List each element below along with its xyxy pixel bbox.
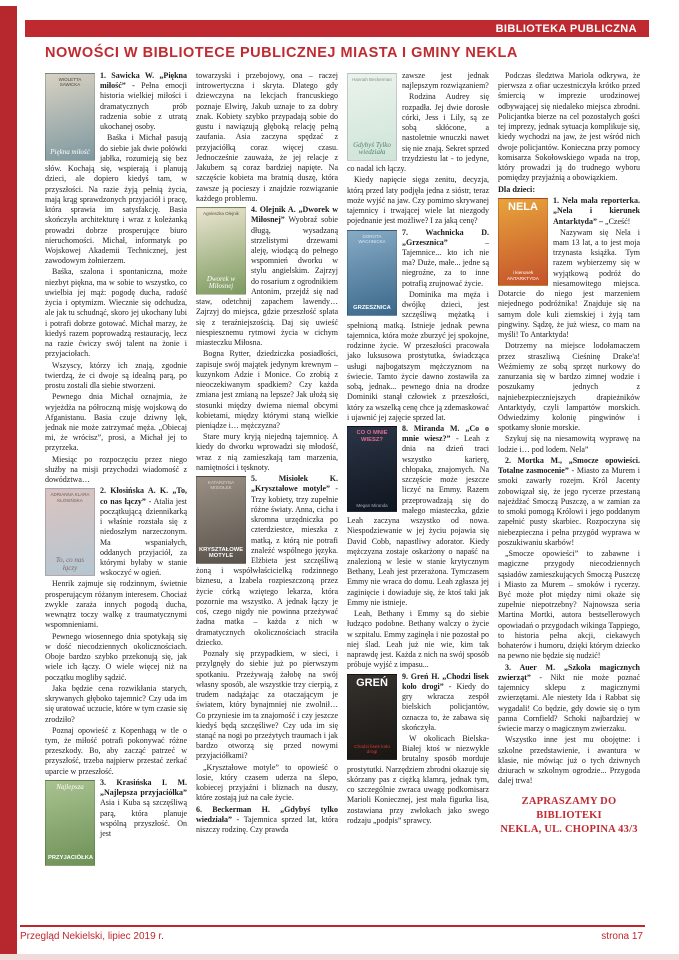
book-entry: 9. Greń H. „Chodzi lisek koło drogi” - Kiedy do gry wkracza zespół bielskich policjantów, oznacza to, że zabawa się skończyła. bbox=[402, 671, 489, 732]
paragraph: Wszystko inne jest mu obojętne: i szkolne przedstawienie, i awantura w klasie, nie mówiąc już o tych dziwnych dziurach w szkolnym ogrodzie... Przygoda dalej trwa! bbox=[498, 735, 640, 786]
paragraph: Bogna Rytter, dziedziczka posiadłości, zapisuje swój majątek jedynym krewnym – kuzynkom Adzie i Monice. Co zrobią z nieoczekiwanym spadkiem? Czy każda zmiana jest zmianą na lepsze? Jak ułożą się stosunki między dwiema niemal obcymi kobietami, między którymi staną wielkie pieniądze i… mężczyzna? bbox=[196, 349, 338, 430]
library-invite-line: NEKLA, UL. CHOPINA 43/3 bbox=[500, 823, 638, 835]
footer-rule bbox=[20, 925, 645, 927]
book-cover-to-co-nas-laczy bbox=[45, 488, 95, 576]
book-cover-text: DOROTA WACHNICKA bbox=[358, 233, 386, 244]
paragraph: Poznały się przypadkiem, w sieci, i przylgnęły do siebie już po pierwszym spotkaniu. Przeżywają żałobę na swój własny sposób, ale wszystkie trzy cierpią, z trudem nadążając za otaczającym je światem, który bynajmniej nie zwolnił… Co przyniesie im ta znajomość i czy jeszcze kiedyś będą szczęśliwe? Czy uda im się stanąć na nogi po przeżytych traumach i jak bardzo otworzą się przed nowymi przyjaciółkami? bbox=[196, 649, 338, 761]
article-columns bbox=[45, 71, 642, 922]
book-cover-piekna-milosc bbox=[45, 73, 95, 161]
book-entry: 6. Beckerman H. „Gdybyś tylko wiedziała” - Tajemnica sprzed lat, która niszczy rodzinę. Czy prawda bbox=[196, 804, 338, 835]
paragraph: Pewnego dnia Michał oznajmia, że wyjeżdża na półroczną misję wojskową do Afganistanu. Basia czuje dziwny lęk, jednak nie może zatrzymać męża. „Obiecaj mi, że wrócisz”, prosi, a Michał jej to przyrzeka. bbox=[45, 392, 187, 453]
page-edge-bar bbox=[0, 6, 17, 960]
book-cover-chodzi-lisek-kolo-drogi bbox=[347, 674, 397, 760]
paragraph: Kiedy napięcie sięga zenitu, decyzja, którą przed laty podjęła jedna z sióstr, teraz może wyjść na jaw. Czy pomimo skrywanej tajemnicy i trwającej wiele lat niezgody pojednanie jest możliwe? I za jaką cenę? bbox=[347, 175, 489, 226]
paragraph: Baśka i Michał pasują do siebie jak dwie połówki jabłka, rozumieją się bez słów. Kochają się, wspierają i planują dzieci, ale dopiero kiedyś tam, w przyszłości. Na razie żyją pełnią życia, mają krąg sprawdzonych przyjaciół i pracę, która sprawia im satysfakcję. Basia skończyła architekturę i wraz z koleżanką prowadzi dobrze prosperujące biuro nieruchomości. Michał, informatyk po Wojskowej Akademii Technicznej, jest zawodowym żołnierzem. bbox=[45, 133, 187, 266]
book-cover-text: To, co nas łączy bbox=[55, 556, 85, 572]
paragraph: „Kryształowe motyle” to opowieść o losie, który czasem uderza na ślepo, kobiecej przyjaźni i bliznach na duszy, które zostają już na całe życie. bbox=[196, 762, 338, 803]
library-invite bbox=[498, 795, 640, 836]
paragraph: Nazywam się Nela i mam 13 lat, a to jest moja trzynasta książka. Tym razem wybierzemy się w wyjątkową podróż do niesamowitego miejsca. Dotarcie do niego jest marzeniem niejednego podróżnika! Znajduje się na samym dole kuli ziemskiej i żyją tam pingwiny. Sądzę, że już wiesz, co mam na myśli! To Antarktyda! bbox=[498, 227, 640, 340]
book-entry: 1. Nela mała reporterka. „Nela i kierunek Antarktyda” – „Cześć! bbox=[553, 196, 640, 226]
book-entry-lead: 7. Wachnicka D. „Grzesznica” bbox=[402, 227, 489, 247]
book-cover-text: CO O MNIE WIESZ? bbox=[356, 429, 388, 443]
book-cover-text: GRZESZNICA bbox=[353, 304, 391, 311]
book-entry: 8. Miranda M. „Co o mnie wiesz?” - Leah z dnia na dzień traci wszystko karierę, chłopaka, znajomych. Na szczęście może jeszcze liczyć na Emmy. Razem przeprowadzają się do małego miasteczka, gdzie Leah zaczyna wszystko od nowa. Niespodziewanie w jej życiu pojawia się David Cobb, napastliwy adorator. Kiedy mężczyzna zostaje oskarżony o napaść na znalezioną w lesie w stanie krytycznym Bethany, Leah jest przerażona. Tymczasem Emmy nie wraca do domu. Leah zgłasza jej zaginięcie i dowiaduje się, że ktoś taki jak Emmy nie istnieje. bbox=[347, 423, 489, 607]
paragraph: Wszyscy, którzy ich znają, zgodnie twierdzą, że ci dwoje są idealną parą, po prostu zostali dla siebie stworzeni. bbox=[45, 360, 187, 391]
book-entry-lead: 2. Mortka M., „Smocze opowieści. Totalne zasmocenie” bbox=[498, 455, 640, 476]
paragraph: Podczas śledztwa Mariola odkrywa, że pierwsza z ofiar uczestniczyła krótko przed śmiercią w imprezie urodzinowej odbywającej się niedaleko miejsca zbrodni. Policjantka bierze na cel pozostałych gości tej imprezy, jednak sytuacja komplikuje się, kiedy wychodzi na jaw, że jest wśród nich dwoje policjantów. Konieczna przy pomocy komisarza Sokołowskiego wpada na trop, który prowadzi ją do trudnego wyboru pomiędzy przyjaźnią a obowiązkiem. bbox=[498, 71, 640, 183]
book-entry: 5. Misiołek K. „Kryształowe motyle” - Trzy kobiety, trzy zupełnie różne światy. Anna, cicha i skromna urzędniczka po czterdziestce, mieszka z matką, z którą nie potrafi znaleźć wspólnego języka. Elżbieta jest szczęśliwą żoną i współwłaścicielką rodzinnego biznesu, a Izabela rozpieszczoną przez życie córką wziętego lekarza, która pozornie ma wszystko. A jednak łączy je coś, czego nigdy nie powinna przeżywać żadna matka – każda z nich w dramatycznych okolicznościach straciła dziecko. bbox=[196, 474, 338, 647]
paragraph: Dotrzemy na miejsce lodołamaczem przez straszliwą Cieśninę Drake'a! Weźmiemy ze sobą sprzęt nurkowy do zanurzania się w bardzo zimnej wodzie i poszukamy jednych z najniebezpieczniejszych drapieżników Antarktydy, czyli lampartów morskich. Odwiedzimy kolonię pingwinów i spotkamy słonie morskie. bbox=[498, 341, 640, 433]
paragraph: Szykuj się na niesamowitą wyprawę na lodzie i… pod lodem. Nela” bbox=[498, 434, 640, 454]
book-cover-co-o-mnie-wiesz bbox=[347, 426, 397, 512]
book-cover-text: KRYSZTAŁOWE MOTYLE bbox=[199, 546, 244, 560]
paragraph: Pewnego wiosennego dnia spotykają się w dość niecodziennych okolicznościach. Oboje bardzo szybko przekonują się, jak wiele ich łączy. O wiele więcej niż na początku mogliby sądzić. bbox=[45, 631, 187, 682]
footer-publication: Przegląd Nekielski, lipiec 2019 r. bbox=[20, 931, 164, 942]
paragraph: zawsze jest jednak najlepszym rozwiązaniem? bbox=[402, 71, 489, 91]
library-invite-line: ZAPRASZAMY DO BIBLIOTEKI bbox=[521, 796, 617, 822]
book-entry: 3. Krasińska I. M. „Najlepsza przyjaciółka” Asia i Kuba są szczęśliwą parą, która planuje wspólną przyszłość. On jest bbox=[100, 777, 187, 839]
paragraph: towarzyski i przebojowy, ona – raczej introwertyczna i skryta. Dlatego gdy dziewczyna na lekcjach francuskiego poznaje Elwirę, Jakub uznaje to za dobry znak. Kobiety szybko przypadają sobie do gustu i nawiązują głęboką relację pełną zaufania. Asia zaczyna spędzać z przyjaciółką coraz więcej czasu. Jednocześnie zauważa, że jej relacje z Jakubem są coraz bardziej napięte. Na szczęście kobieta ma bratnią duszę, która zawsze ją pocieszy i znajdzie rozwiązanie każdego problemu. bbox=[196, 71, 338, 203]
book-cover-gdybys-tylko-wiedziala bbox=[347, 73, 397, 161]
book-entry-lead: 2. Kłosińska A. K. „To, co nas łączy” bbox=[100, 486, 187, 506]
book-entry-lead: 4. Olejnik A. „Dworek w Miłosnej” bbox=[251, 205, 338, 225]
book-cover-text: WIOLETTA SAWICKA bbox=[58, 77, 82, 88]
paragraph: W okolicach Bielska-Białej ktoś w niezwykle brutalny sposób morduje prostytutki. Narzędziem zbrodni okazuje się skórzany pas z ciężką klamrą, jednak tym, co szczególnie zwraca uwagę podkomisarz Marioli Koniecznej, jest mała figurka lisa, zostawiana przy zwłokach jako swego rodzaju „podpis” sprawcy. bbox=[347, 734, 489, 825]
section-banner bbox=[25, 20, 649, 37]
column-1 bbox=[45, 71, 187, 922]
book-cover-text: ADRIANNA KLARA KŁOSIŃSKA bbox=[50, 492, 90, 503]
book-entry: 4. Olejnik A. „Dworek w Miłosnej” Wyobraź sobie długą, wysadzaną strzelistymi drzewami aleję, wiodącą do pełnego wspomnień dworku w stylu angielskim. Zajrzyj do rosarium z ogrodnikiem Antonim, przejdź się nad staw, odetchnij zapachem lawendy… Zajrzyj do miejsca, gdzie przeszłość splata się z teraźniejszością. Daj się uwieść niespiesznemu rytmowi życia w cichym miasteczku Miłosna. bbox=[196, 205, 338, 348]
book-entry: 2. Mortka M., „Smocze opowieści. Totalne zasmocenie” - Miasto za Murem i smoki zawarły rozejm. Król Jacenty zobowiązał się, że jego rycerze przestaną najeżdżać Smoczą Puszczę, a w zamian za to smoki pomogą Królowi i jego poddanym zapełnić pusty skarbiec. Rozpoczyna się niebezpieczna i pełna przygód wyprawa w poszukiwaniu skarbów! bbox=[498, 455, 641, 547]
paragraph: Jaka będzie cena rozwikłania starych, skrywanych głęboko tajemnic? Czy uda im się uratować uczucie, które w tym czasie się zrodziło? bbox=[45, 683, 187, 724]
book-entry-lead: 8. Miranda M. „Co o mnie wiesz?” bbox=[402, 423, 489, 444]
book-cover-krysztalowe-motyle bbox=[196, 476, 246, 564]
paragraph: Henrik zajmuje się rodzinnym, świetnie prosperującym różanym interesem. Chociaż zwykle zaraża innych pogodą ducha, wewnątrz toczy walkę z traumatycznymi wspomnieniami. bbox=[45, 579, 187, 630]
book-cover-text: GREŃ bbox=[356, 676, 388, 689]
book-entry-lead: 1. Sawicka W. „Piękna miłość” - bbox=[100, 71, 187, 91]
paragraph: Dominika ma męża i dwójkę dzieci, jest szczęśliwą mężatką i spełnioną matką. Istnieje jednak pewna tajemnica, która może zburzyć jej spokojne, rodzinne życie. W przeszłości pracowała jako luksusowa prostytutka, świadcząca usługi najbogatszym mężczyznom na świecie. Tamto życie dawno zostawiła za sobą, jednak... pewnego dnia na drodze Dominiki stanął człowiek z przeszłości, który za wszelką cenę chce ją zdemaskować i ujawnić jej zajęcie sprzed lat. bbox=[347, 289, 489, 422]
column-2 bbox=[196, 71, 338, 922]
section-banner-label: BIBLIOTEKA PUBLICZNA bbox=[495, 22, 637, 35]
book-entry: 2. Kłosińska A. K. „To, co nas łączy” - Atalia jest początkującą dziennikarką i właśnie rozstała się z niedoszłym narzeczonym. Ma wspaniałych, oddanych przyjaciół, za którymi byłaby w stanie wskoczyć w ogień. bbox=[100, 486, 187, 578]
book-cover-text: Agnieszka Olejnik bbox=[203, 211, 239, 217]
paragraph: „Smocze opowieści” to zabawne i magiczne przygody niecodziennych sąsiadów zamieszkujących Smoczą Puszczę i Miasto za Murem – smoków i rycerzy. Być może płot między nimi okaże się zupełnie niepotrzebny? Najnowsza seria Martina Mortki, autora bestsellerowych opowiadań o przygodach wikinga Tappiego, to historia pełna akcji, ciekawych bohaterów i humoru, dzięki którym dziecko na pewno nie będzie się nudzić! bbox=[498, 549, 640, 661]
book-cover-dworek-w-milosnej bbox=[196, 207, 246, 295]
book-entry-lead: 9. Greń H. „Chodzi lisek koło drogi” bbox=[402, 671, 489, 691]
book-cover-text: KATARZYNA MISIOŁEK bbox=[207, 480, 235, 491]
column-3 bbox=[347, 71, 489, 922]
book-cover-text: Piękna miłość bbox=[50, 148, 90, 157]
book-cover-text: Najlepsza bbox=[56, 782, 84, 791]
book-cover-text: Dworek w Miłosnej bbox=[206, 274, 236, 291]
book-entry-lead: 5. Misiołek K. „Kryształowe motyle” bbox=[251, 474, 338, 494]
book-cover-text: Chodzi lisek koło drogi bbox=[354, 744, 390, 756]
book-entry-lead: 1. Nela mała reporterka. „Nela i kierunek Antarktyda” – bbox=[553, 196, 640, 226]
paragraph: Baśka, szalona i spontaniczna, może niezbyt piękna, ma w sobie to wszystko, co uwielbia jej mąż: pogodę ducha, radość życia i optymizm. Wiecznie się odchudza, ale jak tu schudnąć, skoro jej ukochany lubi i potrafi dobrze gotować. Michał marzy, że kiedyś razem poprowadzą restaurację, lecz na razie ćwiczy swój talent na żonie i przyjaciołach. bbox=[45, 267, 187, 359]
page-bottom-strip bbox=[0, 954, 679, 960]
paragraph: Rodzina Audrey się rozpadła. Jej dwie dorosłe córki, Jess i Lily, są ze sobą skłócone, a nastoletnie wnuczki nawet się nie znają. Sekret sprzed trzydziestu lat - to jedyne, co nadal ich łączy. bbox=[347, 92, 489, 174]
book-entry: 3. Auer M. „Szkoła magicznych zwierząt” - Nikt nie może poznać tajemnicy sklepu z magicznymi zwierzętami. Ale niestety Ida i Rabbat się wygadali! Co będzie, gdy dowie się o tym panna Cornfield? Schoki najbardziej w świecie marzy o magicznym zwierzaku. bbox=[498, 662, 640, 734]
book-cover-text: i kierunek ANTARKTYDA bbox=[507, 271, 539, 282]
book-entry-lead: 3. Auer M. „Szkoła magicznych zwierząt” bbox=[498, 662, 640, 682]
book-cover-text: NELA bbox=[508, 201, 538, 214]
paragraph: Poznaj opowieść z Kopenhagą w tle o tym, że miłość potrafi pokonywać różne przeszkody. Bo, aby zacząć patrzeć w przyszłość, trzeba najpierw przestać zerkać uparcie w przeszłość. bbox=[45, 725, 187, 776]
book-cover-nela-i-kierunek-antarktyda bbox=[498, 198, 548, 286]
book-entry-lead: 3. Krasińska I. M. „Najlepsza przyjaciółka” bbox=[100, 777, 187, 798]
book-cover-text: Megan Miranda bbox=[356, 502, 388, 508]
book-cover-grzesznica bbox=[347, 230, 397, 316]
paragraph: Leah, Bethany i Emmy są do siebie łudząco podobne. Bethany walczy o życie w szpitalu. Emmy zaginęła i nie pozostał po niej ślad. Leah już nie wie, kim tak naprawdę jest. Każda z nich na swój sposób próbuje wyjść z impasu... bbox=[347, 609, 489, 670]
book-cover-text: Gdybyś Tylko wiedziała bbox=[353, 140, 391, 157]
book-cover-text: Hannah Beckerman bbox=[352, 77, 392, 82]
book-cover-text: PRZYJACIÓŁKA bbox=[48, 855, 94, 862]
footer-page-number: strona 17 bbox=[601, 931, 643, 942]
book-entry-lead: 6. Beckerman H. „Gdybyś tylko wiedziała” bbox=[196, 804, 338, 824]
book-entry: 1. Sawicka W. „Piękna miłość” - Pełna emocji historia wielkiej miłości i dramatycznych prób radzenia sobie z utratą ukochanej osoby. bbox=[100, 71, 188, 132]
column-4 bbox=[498, 71, 640, 922]
book-entry: 7. Wachnicka D. „Grzesznica” – Tajemnice... kto ich nie ma? Duże, małe... jedne są niegroźne, za to inne potrafią zrujnować życie. bbox=[402, 227, 489, 288]
paragraph: Miesiąc po rozpoczęciu przez niego służby na misji przychodzi wiadomość z dowództwa… bbox=[45, 454, 187, 485]
kids-section-heading: Dla dzieci: bbox=[498, 184, 536, 194]
paragraph: Stare mury kryją niejedną tajemnicę. A kiedy do dworku wprowadzi się młodość, wraz z nią zamieszkają tam marzenia, namiętności i tęsknoty. bbox=[196, 432, 338, 472]
book-cover-najlepsza-przyjaciolka bbox=[45, 780, 95, 866]
article-title: NOWOŚCI W BIBLIOTECE PUBLICZNEJ MIASTA I GMINY NEKLA bbox=[45, 45, 518, 61]
